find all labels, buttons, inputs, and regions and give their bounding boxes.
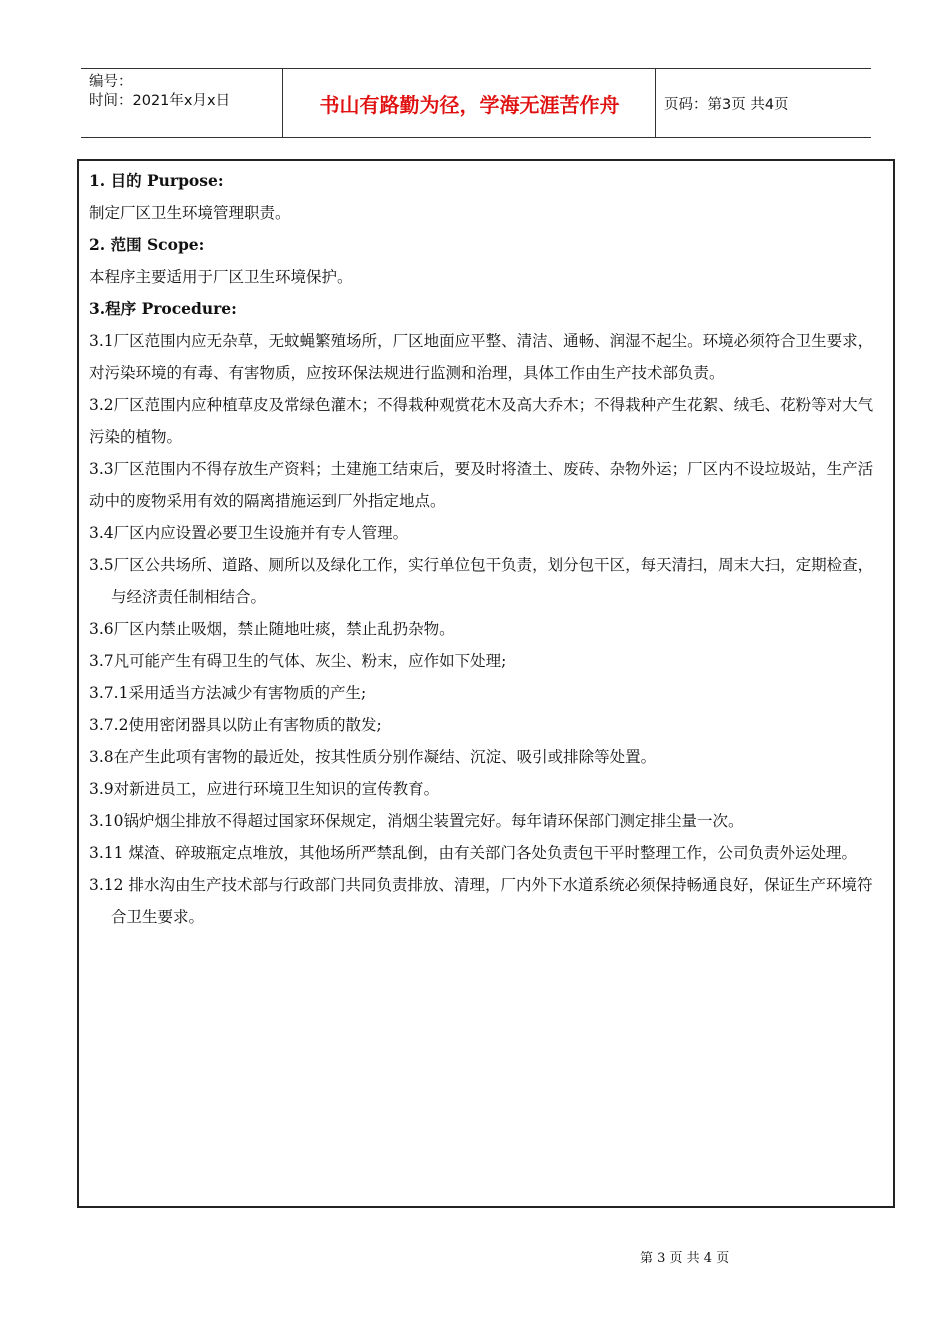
motto-text: 书山有路勤为径，学海无涯苦作舟 (319, 92, 620, 117)
section-purpose-title: 1. 目的 Purpose: (89, 171, 224, 190)
procedure-item-3-1: 3.1厂区范围内应无杂草，无蚊蝇繁殖场所，厂区地面应平整、清洁、通畅、润湿不起尘。环境必须符合卫生要求，对污染环境的有毒、有害物质，应按环保法规进行监测和治理，具体工作由生产技术部负责。 (89, 332, 874, 382)
document-header (81, 68, 871, 138)
procedure-item-3-9: 3.9对新进员工，应进行环境卫生知识的宣传教育。 (89, 780, 440, 798)
number-label: 编号： (89, 74, 133, 90)
section-procedure-title: 3.程序 Procedure: (89, 299, 237, 318)
section-purpose-text: 制定厂区卫生环境管理职责。 (89, 204, 291, 222)
section-scope-title: 2. 范围 Scope: (89, 235, 205, 254)
procedure-item-3-4: 3.4厂区内应设置必要卫生设施并有专人管理。 (89, 524, 409, 542)
time-label: 时间：2021年x月x日 (89, 93, 231, 109)
page-cell (656, 69, 871, 137)
motto-cell (284, 69, 656, 137)
page-label: 页码：第3页 共4页 (664, 96, 789, 113)
header-meta-cell (81, 69, 283, 137)
procedure-item-3-11: 3.11 煤渣、碎玻瓶定点堆放，其他场所严禁乱倒，由有关部门各处负责包干平时整理工作，公司负责外运处理。 (89, 844, 857, 862)
procedure-item-3-12: 3.12 排水沟由生产技术部与行政部门共同负责排放、清理，厂内外下水道系统必须保持畅通良好，保证生产环境符合卫生要求。 (89, 876, 873, 926)
footer-page-number: 第 3 页 共 4 页 (640, 1251, 730, 1266)
procedure-item-3-3: 3.3厂区范围内不得存放生产资料；土建施工结束后，要及时将渣土、废砖、杂物外运；厂区内不设垃圾站，生产活动中的废物采用有效的隔离措施运到厂外指定地点。 (89, 460, 874, 510)
procedure-item-3-7-2: 3.7.2使用密闭器具以防止有害物质的散发; (89, 716, 382, 734)
section-scope-text: 本程序主要适用于厂区卫生环境保护。 (89, 268, 353, 286)
procedure-item-3-2: 3.2厂区范围内应种植草皮及常绿色灌木；不得栽种观赏花木及高大乔木；不得栽种产生花絮、绒毛、花粉等对大气污染的植物。 (89, 396, 874, 446)
procedure-item-3-5: 3.5厂区公共场所、道路、厕所以及绿化工作，实行单位包干负责，划分包干区，每天清扫，周末大扫，定期检查，与经济责任制相结合。 (89, 556, 874, 606)
procedure-item-3-8: 3.8在产生此项有害物的最近处，按其性质分别作凝结、沉淀、吸引或排除等处置。 (89, 748, 657, 766)
procedure-item-3-6: 3.6厂区内禁止吸烟，禁止随地吐痰，禁止乱扔杂物。 (89, 620, 455, 638)
procedure-item-3-7-1: 3.7.1采用适当方法减少有害物质的产生; (89, 684, 367, 702)
content-box (77, 159, 895, 1208)
procedure-item-3-10: 3.10锅炉烟尘排放不得超过国家环保规定，消烟尘装置完好。每年请环保部门测定排尘量一次。 (89, 812, 744, 830)
procedure-item-3-7: 3.7凡可能产生有碍卫生的气体、灰尘、粉末，应作如下处理; (89, 652, 507, 670)
procedure-content (89, 165, 887, 933)
